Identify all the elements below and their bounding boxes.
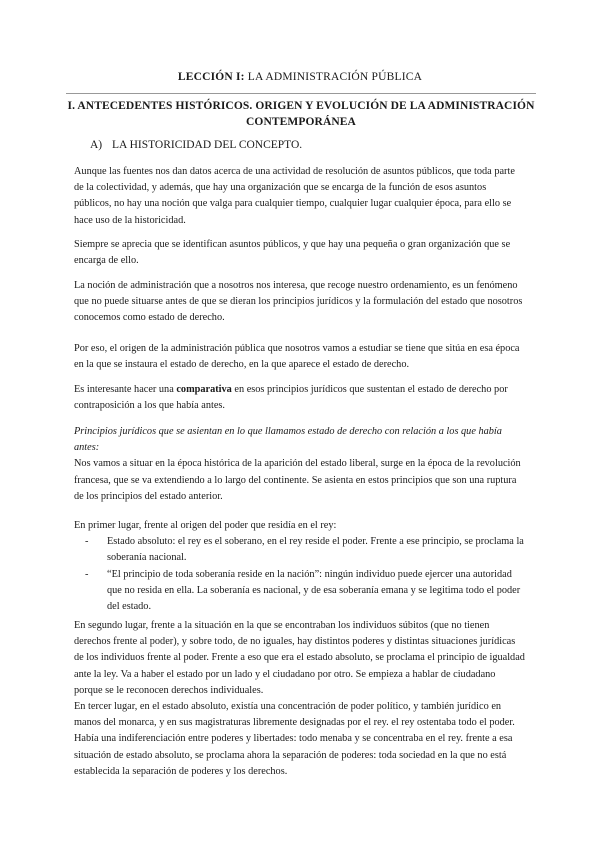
paragraph-text-end: en esos principios jurídicos que sustentan el estado de derecho por contraposición a los que había antes. [74,384,508,412]
subsection-title: LA HISTORICIDAD DEL CONCEPTO. [112,139,303,151]
paragraph-5 [74,382,526,414]
section-title-line-2: CONTEMPORÁNEA [246,116,356,128]
paragraph-7 [74,518,526,615]
paragraph-8 [74,618,526,780]
paragraph-6 [74,424,526,505]
paragraph-text: Aunque las fuentes nos dan datos acerca de una actividad de resolución de asuntos públicos, que toda parte de la colectividad, y además, que hay una organización que se encarga de la función de esos asuntos públicos, no hay una noción que valga para cualquier tiempo, cualquier lugar cualquier época, para ello se hace uso de la historicidad. [74,166,515,226]
dash-marker: - [85,568,89,580]
header-divider [66,93,536,94]
lesson-title [0,71,600,83]
list-item-text: Estado absoluto: el rey es el soberano, en el rey reside el poder. Frente a ese principio, se proclama la soberanía nacional. [107,536,524,564]
lesson-label: LECCIÓN I: [177,71,245,83]
paragraph-1 [74,164,526,229]
list-item-text: “El principio de toda soberanía reside en la nación”: ningún individuo puede ejercer una autoridad que no resida en ella. La soberanía es nacional, y de esa soberanía emana y se legitima todo el poder del estado. [107,568,521,613]
lesson-title-text: LA ADMINISTRACIÓN PÚBLICA [244,71,423,83]
paragraph-text-start: Es interesante hacer una [74,384,177,395]
paragraph-text: Por eso, el origen de la administración pública que nosotros vamos a estudiar se tiene que sitúa en esa época en la que se instaura el estado de derecho, en la que aparece el estado de derecho. [74,343,520,371]
list-item [85,534,526,566]
list-item [85,567,526,616]
paragraph-text: En primer lugar, frente al origen del poder que residía en el rey: [74,520,337,531]
paragraph-4 [74,341,526,373]
emphasis-comparativa: comparativa [176,384,232,395]
paragraph-2 [74,237,526,269]
paragraph-text: Siempre se aprecia que se identifican asuntos públicos, y que hay una pequeña o gran organización que se encarga de ello. [74,239,511,267]
paragraph-3 [74,278,526,327]
italic-heading: Principios jurídicos que se asientan en lo que llamamos estado de derecho con relación a los que había antes: [74,426,502,454]
section-title [66,98,536,130]
subsection-marker: A) [90,139,103,151]
paragraph-text: En segundo lugar, frente a la situación en la que se encontraban los individuos súbitos (que no tienen derechos frente al poder), y sobre todo, de no iguales, hay distintos poderes y distintas situaciones jurídicas de los individuos frente al poder. Frente a eso que era el estado absoluto, se proclama el principio de igualdad ante la ley. Va a haber el estado por un lado y el ciudadano por otro. Se empieza a hablar de ciudadano porque se le reconocen derechos individuales. [74,620,525,696]
section-title-line-1: I. ANTECEDENTES HISTÓRICOS. ORIGEN Y EVOLUCIÓN DE LA ADMINISTRACIÓN [67,100,535,112]
paragraph-text: En tercer lugar, en el estado absoluto, existía una concentración de poder político, y también jurídico en manos del monarca, y en sus magistraturas libremente designadas por el rey. el rey ostentaba todo el poder. Había una indiferenciación entre poderes y libertades: todo menaba y se concentraba en el rey. frente a esa situación de estado absoluto, se proclama ahora la separación de poderes: toda sociedad en la que no está establecida la separación de poderes y los derechos. [74,701,515,777]
bullet-list [74,534,526,615]
subsection-heading [90,139,302,151]
paragraph-text: La noción de administración que a nosotros nos interesa, que recoge nuestro ordenamiento, es un fenómeno que no puede situarse antes de que se dieran los principios jurídicos y la formulación del estado que nosotros conocemos como estado de derecho. [74,280,523,324]
dash-marker: - [85,536,89,548]
paragraph-text: Nos vamos a situar en la época histórica de la aparición del estado liberal, surge en la época de la revolución francesa, que se va extendiendo a lo largo del continente. Se asienta en estos principios que son una ruptura de los principios del estado anterior. [74,458,521,502]
paragraph-text [74,382,526,414]
